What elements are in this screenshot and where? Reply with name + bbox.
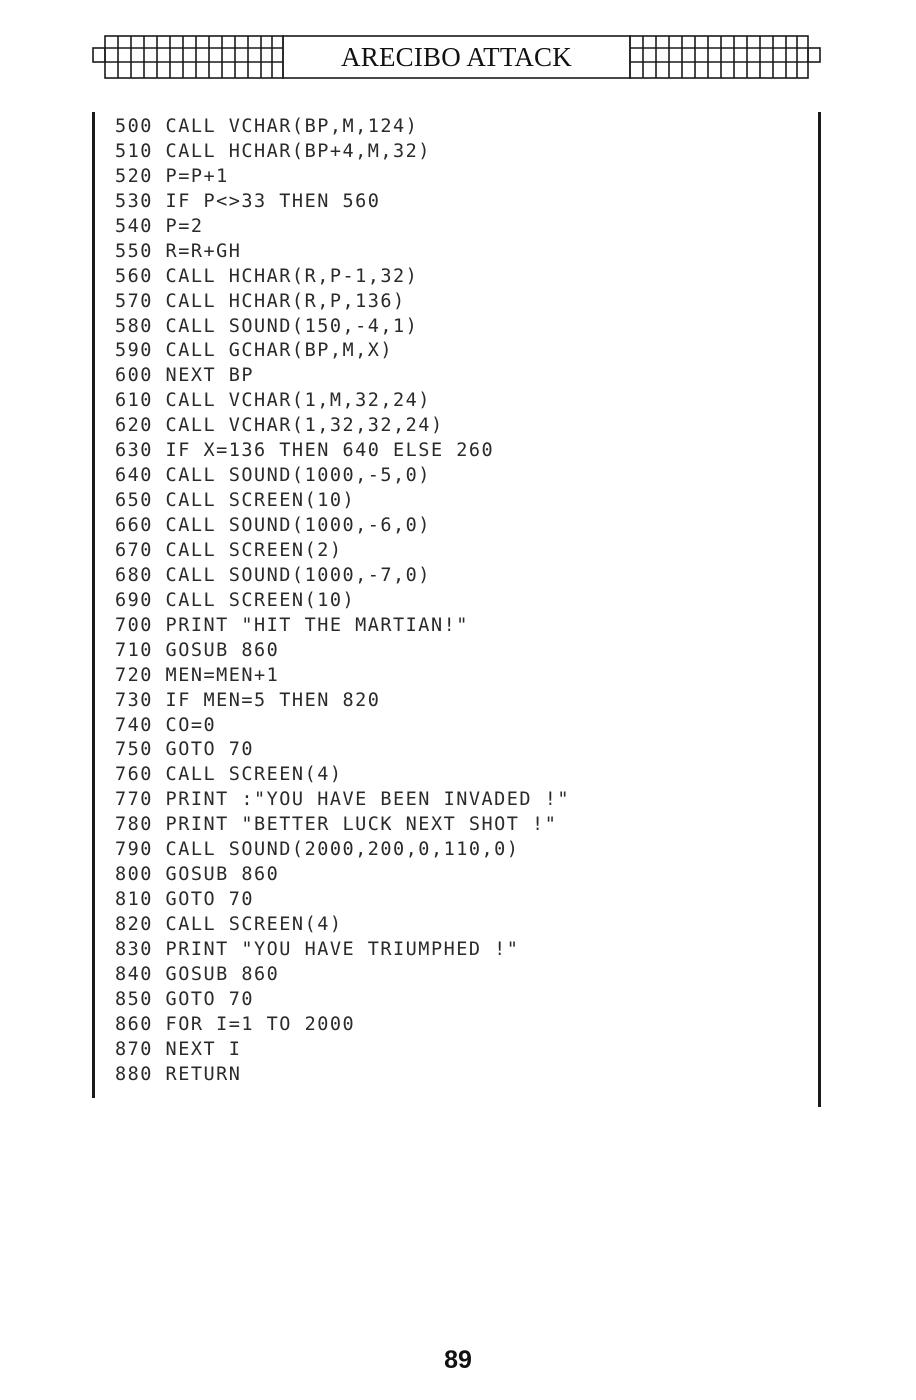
code-line: 580 CALL SOUND(150,-4,1) (115, 315, 419, 337)
code-line: 550 R=R+GH (115, 240, 242, 262)
code-line: 810 GOTO 70 (115, 889, 255, 911)
code-line: 650 CALL SCREEN(10) (115, 490, 356, 512)
header-title-box (283, 36, 630, 78)
code-line: 570 CALL HCHAR(R,P,136) (115, 290, 406, 312)
code-line: 730 IF MEN=5 THEN 820 (115, 689, 381, 711)
code-line: 820 CALL SCREEN(4) (115, 914, 343, 935)
code-line: 880 RETURN (115, 1063, 242, 1085)
code-line: 870 NEXT I (115, 1038, 242, 1060)
code-line: 780 PRINT "BETTER LUCK NEXT SHOT !" (115, 814, 558, 836)
left-margin-rule (92, 112, 95, 1098)
code-line: 710 GOSUB 860 (115, 639, 280, 661)
code-line: 860 FOR I=1 TO 2000 (115, 1013, 356, 1035)
code-line: 760 CALL SCREEN(4) (115, 764, 343, 786)
code-line: 510 CALL HCHAR(BP+4,M,32) (115, 140, 431, 162)
code-line: 630 IF X=136 THEN 640 ELSE 260 (115, 440, 495, 462)
code-line: 720 MEN=MEN+1 (115, 664, 280, 686)
code-line: 520 P=P+1 (115, 165, 229, 187)
code-line: 500 CALL VCHAR(BP,M,124) (115, 116, 419, 137)
code-line: 530 IF P<>33 THEN 560 (115, 190, 381, 212)
code-line: 620 CALL VCHAR(1,32,32,24) (115, 415, 444, 437)
code-line: 750 GOTO 70 (115, 739, 255, 761)
code-line: 590 CALL GCHAR(BP,M,X) (115, 340, 394, 362)
basic-code-listing (115, 115, 570, 1088)
code-line: 640 CALL SOUND(1000,-5,0) (115, 465, 431, 487)
code-line: 770 PRINT :"YOU HAVE BEEN INVADED !" (115, 789, 570, 811)
code-line: 740 CO=0 (115, 714, 217, 736)
page-header (0, 0, 916, 90)
code-line: 840 GOSUB 860 (115, 963, 280, 985)
page-number: 89 (444, 1346, 472, 1374)
code-line: 660 CALL SOUND(1000,-6,0) (115, 515, 431, 536)
code-line: 610 CALL VCHAR(1,M,32,24) (115, 390, 431, 412)
code-line: 690 CALL SCREEN(10) (115, 589, 356, 611)
code-line: 800 GOSUB 860 (115, 864, 280, 886)
code-line: 830 PRINT "YOU HAVE TRIUMPHED !" (115, 938, 520, 960)
page-title: ARECIBO ATTACK (341, 41, 572, 72)
code-line: 790 CALL SOUND(2000,200,0,110,0) (115, 839, 520, 861)
code-line: 680 CALL SOUND(1000,-7,0) (115, 564, 431, 586)
code-line: 540 P=2 (115, 215, 204, 237)
code-line: 670 CALL SCREEN(2) (115, 539, 343, 561)
code-line: 700 PRINT "HIT THE MARTIAN!" (115, 614, 469, 636)
code-line: 850 GOTO 70 (115, 988, 255, 1010)
code-line: 600 NEXT BP (115, 365, 255, 387)
code-line: 560 CALL HCHAR(R,P-1,32) (115, 265, 419, 287)
right-margin-rule (818, 112, 821, 1107)
